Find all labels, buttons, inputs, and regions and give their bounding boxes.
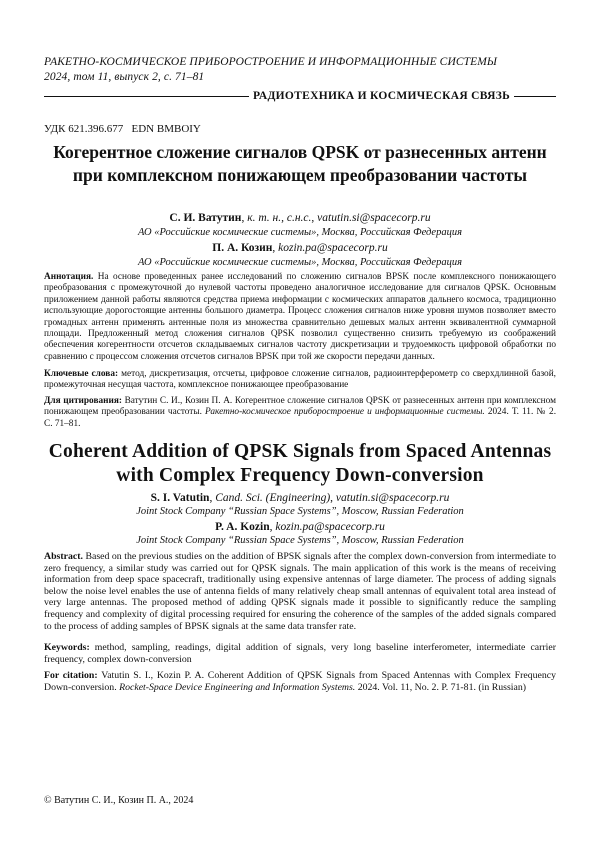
journal-name: РАКЕТНО-КОСМИЧЕСКОЕ ПРИБОРОСТРОЕНИЕ И ИНФОРМАЦИОННЫЕ СИСТЕМЫ (44, 56, 498, 68)
citation-main: Vatutin S. I., Kozin P. A. Coherent Addition of QPSK Signals from Spaced Antennas with Complex Frequency Down-conversion. (44, 670, 557, 693)
keywords-text: method, sampling, readings, digital addition of signals, very long baseline interferometer, intermediate carrier frequency, complex down-conversion (44, 642, 557, 665)
journal-issue: 2024, том 11, выпуск 2, с. 71–81 (44, 71, 205, 83)
author-email[interactable]: kozin.pa@spacecorp.ru (275, 521, 385, 533)
author-en-1: S. I. Vatutin, Cand. Sci. (Engineering), vatutin.si@spacecorp.ru (150, 492, 450, 504)
author-ru-2: П. А. Козин, kozin.pa@spacecorp.ru (212, 242, 388, 254)
affiliation-ru-1: АО «Российские космические системы», Москва, Российская Федерация (138, 227, 462, 238)
journal-header (44, 55, 564, 85)
abstract-en (44, 551, 556, 632)
keywords-ru (44, 369, 556, 392)
citation-tail: 2024. Т. 11. № 2. С. 71–81. (44, 407, 557, 429)
keywords-label: Ключевые слова: (44, 369, 119, 379)
citation-tail: 2024. Vol. 11, No. 2. P. 71-81. (in Russian) (357, 681, 526, 693)
keywords-label: Keywords: (44, 642, 90, 653)
author-email[interactable]: vatutin.si@spacecorp.ru (317, 212, 431, 224)
author-name: S. I. Vatutin (150, 492, 210, 504)
affiliation-en-1: Joint Stock Company “Russian Space Systems”, Moscow, Russian Federation (136, 506, 464, 517)
copyright-notice: © Ватутин С. И., Козин П. А., 2024 (44, 795, 194, 806)
section-heading (44, 90, 556, 104)
section-label: РАДИОТЕХНИКА И КОСМИЧЕСКАЯ СВЯЗЬ (249, 89, 514, 103)
citation-ru (44, 396, 556, 430)
author-ru-1: С. И. Ватутин, к. т. н., с.н.с., vatutin.si@spacecorp.ru (169, 212, 431, 224)
abstract-ru (44, 272, 556, 363)
abstract-text: На основе проведенных ранее исследований по сложению сигналов BPSK после комплексного понижающего преобразования с промежуточной до нулевой частоты проведено аналогичное исследование для сигналов QPSK. Основным приложением данной работы являются средства приема информации с космических аппаратов дальнего космоса, традиционно использующие дорогостоящие антенны большого диаметра. Процесс сложения сигналов ниже уровня шумов позволяет вместо громадных антенн применять антенные поля из множества сравнительно дешевых малых антенн эквивалентной суммарной площади. Предложенный метод сложения сигналов QPSK позволил существенно снизить требуемую из соображений обеспечения когерентности отсчетов складываемых сигналов частоту дискретизации и трудоемкость цифровой обработки по сравнению с процессом сложения отсчетов сигналов BPSK при той же скорости передачи данных. (44, 272, 556, 362)
author-email[interactable]: vatutin.si@spacecorp.ru (335, 492, 450, 504)
title-en: Coherent Addition of QPSK Signals from Spaced Antennas with Complex Frequency Down-conversion (48, 441, 552, 486)
affiliation-ru-2: АО «Российские космические системы», Москва, Российская Федерация (138, 257, 462, 268)
author-degree: Cand. Sci. (Engineering) (215, 492, 331, 504)
abstract-label: Abstract. (44, 551, 83, 562)
citation-journal: Ракетно-космическое приборостроение и информационные системы. (205, 407, 485, 418)
title-ru: Когерентное сложение сигналов QPSK от разнесенных антенн при комплексном понижающем преобразовании частоты (53, 142, 547, 185)
author-degree: к. т. н., с.н.с. (247, 212, 312, 224)
citation-main: Ватутин С. И., Козин П. А. Когерентное сложение сигналов QPSK от разнесенных антенн при комплексном понижающем преобразовании частоты. (44, 396, 557, 418)
affiliation-en-2: Joint Stock Company “Russian Space Systems”, Moscow, Russian Federation (136, 535, 464, 546)
author-name: P. A. Kozin (215, 521, 270, 533)
author-email[interactable]: kozin.pa@spacecorp.ru (278, 242, 388, 254)
author-en-2: P. A. Kozin, kozin.pa@spacecorp.ru (215, 521, 385, 533)
citation-journal: Rocket-Space Device Engineering and Information Systems. (119, 681, 356, 693)
keywords-en (44, 642, 556, 665)
citation-en (44, 670, 556, 693)
citation-label: Для цитирования: (44, 396, 122, 406)
udk-code: УДК 621.396.677 EDN BMBOIY (44, 123, 201, 135)
abstract-label: Аннотация. (44, 272, 94, 282)
author-name: П. А. Козин (212, 242, 273, 254)
abstract-text: Based on the previous studies on the addition of BPSK signals after the complex down-conversion from intermediate to zero frequency, a similar study was carried out for QPSK signals. The main application of this work is the means of receiving information from deep space spacecraft, traditionally using expensive antennas of large diameter. The process of adding signals below the noise level enables the use of antenna fields of many relatively cheap small antennas of equivalent total area instead of very large antennas. The proposed method of adding QPSK signals made it possible to significantly reduce the sampling frequency and complexity of digital processing required for ensuring the coherence of the samples of the added signals compared to the process of adding samples of BPSK signals at the same data transfer rate. (44, 551, 557, 632)
citation-label: For citation: (44, 670, 98, 681)
author-name: С. И. Ватутин (169, 212, 242, 224)
keywords-text: метод, дискретизация, отсчеты, цифровое сложение сигналов, радиоинтерферометр со сверхдлинной базой, промежуточная несущая частота, комплексное понижающее преобразование (44, 369, 557, 391)
